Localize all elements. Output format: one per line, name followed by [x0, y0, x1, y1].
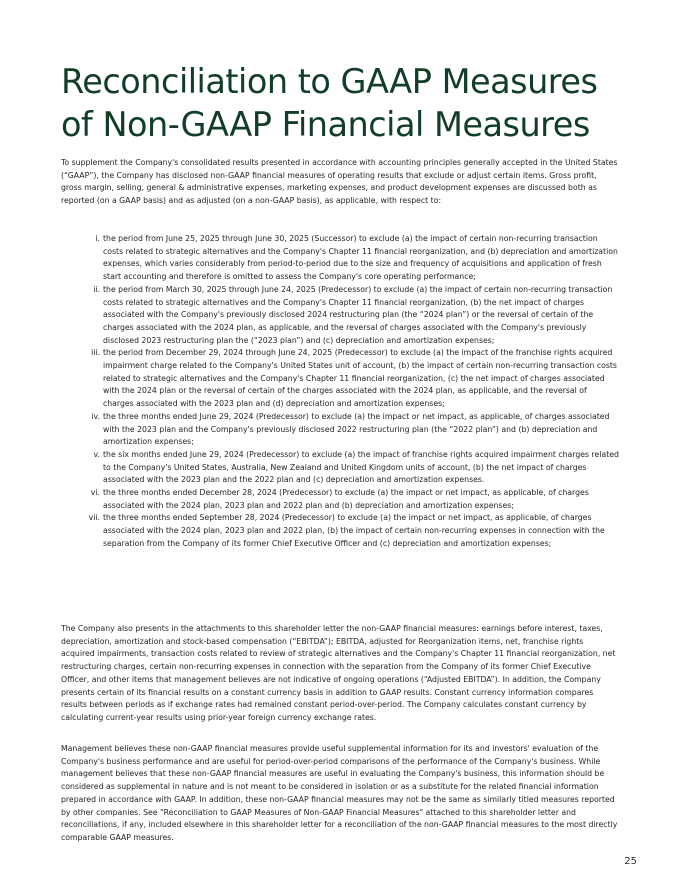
list-item-number: iii. — [91, 348, 100, 358]
non-gaap-measures-paragraph: The Company also presents in the attachments to this shareholder letter the non-GAAP financial measures: earnings before interest, taxes, depreciation, amortization and stock-based compensation (“EBITDA”); EBITDA, adjusted for Reorganization items, net, franchise rights acquired impairments, transaction costs related to review of strategic alternatives and the Company's Chapter 11 financial reorganization, net restructuring charges, certain non-recurring expenses in connection with the separation from the Company of its former Chief Executive Officer, and other items that management believes are not indicative of ongoing operations (“Adjusted EBITDA”). In addition, the Company presents certain of its financial results on a constant currency basis in addition to GAAP results. Constant currency information compares results between periods as if exchange rates had remained constant period-over-period. The Company calculates constant currency by calculating current-year results using prior-year foreign currency exchange rates. — [61, 624, 616, 722]
list-item-number: vii. — [88, 513, 100, 523]
list-item-text: the period from March 30, 2025 through June 24, 2025 (Predecessor) to exclude (a) the impact of certain non-recurring transaction costs related to strategic alternatives and the Company's Chapter 11 financial reorganization, (b) the net impact of charges associated with the Company's previously disclosed 2024 restructuring plan (the “2024 plan”) or the reversal of certain of the charges associated with the 2024 plan, as applicable, and the reversal of charges associated with the Company's previously disclosed 2023 restructuring plan the (“2023 plan”) and (c) depreciation and amortization expenses; — [103, 284, 613, 345]
list-item-number: vi. — [90, 488, 100, 498]
list-item — [61, 487, 619, 512]
list-item — [61, 449, 619, 487]
page-title — [61, 60, 641, 146]
list-item-text: the three months ended December 28, 2024 (Predecessor) to exclude (a) the impact or net impact, as applicable, of charges associated with the 2024 plan, 2023 plan and 2022 plan and (b) depreciation and amortization expenses; — [103, 488, 589, 510]
list-item — [61, 233, 619, 284]
period-list — [61, 233, 619, 551]
management-belief-paragraph: Management believes these non-GAAP financial measures provide useful supplemental information for its and investors' evaluation of the Company's business performance and are useful for period-over-period comparisons of the performance of the Company's business. While management believes that these non-GAAP financial measures are useful in evaluating the Company's business, this information should be considered as supplemental in nature and is not meant to be considered in isolation or as a substitute for the related financial information prepared in accordance with GAAP. In addition, these non-GAAP financial measures may not be the same as similarly titled measures reported by other companies. See "Reconciliation to GAAP Measures of Non-GAAP Financial Measures" attached to this shareholder letter and reconciliations, if any, included elsewhere in this shareholder letter for a reconciliation of the non-GAAP financial measures to the most directly comparable GAAP measures. — [61, 744, 618, 842]
list-item-number: v. — [93, 449, 100, 459]
list-item-number: ii. — [93, 284, 100, 294]
page-title-line-2: of Non-GAAP Financial Measures — [61, 105, 590, 144]
list-item — [61, 347, 619, 411]
list-item-text: the six months ended June 29, 2024 (Predecessor) to exclude (a) the impact of franchise rights acquired impairment charges related to the Company's United States, Australia, New Zealand and United Kingdom units of account, (b) the net impact of charges associated with the 2023 plan and the 2022 plan and (c) depreciation and amortization expenses. — [103, 449, 619, 485]
list-item-number: i. — [95, 234, 100, 243]
list-item — [61, 512, 619, 550]
list-item — [61, 411, 619, 449]
list-item-text: the three months ended September 28, 2024 (Predecessor) to exclude (a) the impact or net impact, as applicable, of charges associated with the 2024 plan, 2023 plan and 2022 plan, (b) the impact of certain non-recurring expenses in connection with the separation from the Company of its former Chief Executive Officer and (c) depreciation and amortization expenses; — [103, 513, 605, 548]
page-number: 25 — [624, 856, 637, 867]
list-item-number: iv. — [91, 411, 100, 421]
list-item — [61, 284, 619, 348]
page-title-line-1: Reconciliation to GAAP Measures — [61, 62, 598, 101]
list-item-text: the period from December 29, 2024 through June 24, 2025 (Predecessor) to exclude (a) the impact of the franchise rights acquired impairment charge related to the Company's United States unit of account, (b) the impact of certain non-recurring transaction costs related to strategic alternatives and the Company's Chapter 11 financial reorganization, (c) the net impact of charges associated with the 2024 plan or the reversal of certain of the charges associated with the 2024 plan, as applicable, and the reversal of charges associated with the 2023 plan and (d) depreciation and amortization expenses; — [103, 348, 617, 409]
list-item-text: the period from June 25, 2025 through June 30, 2025 (Successor) to exclude (a) the impact of certain non-recurring transaction costs related to strategic alternatives and the Company's Chapter 11 financial reorganization, and (b) depreciation and amortization expenses, which varies considerably from period-to-period due to the size and frequency of acquisitions and application of fresh start accounting and therefore is omitted to assess the Company's core operating performance; — [103, 234, 618, 282]
intro-paragraph: To supplement the Company's consolidated results presented in accordance with accounting principles generally accepted in the United States (“GAAP”), the Company has disclosed non-GAAP financial measures of operating results that exclude or adjust certain items. Gross profit, gross margin, selling, general & administrative expenses, marketing expenses, and product development expenses are discussed both as reported (on a GAAP basis) and as adjusted (on a non-GAAP basis), as applicable, with respect to: — [61, 158, 618, 206]
list-item-text: the three months ended June 29, 2024 (Predecessor) to exclude (a) the impact or net impact, as applicable, of charges associated with the 2023 plan and the Company's previously disclosed 2022 restructuring plan (the “2022 plan”) and (b) depreciation and amortization expenses; — [103, 411, 610, 447]
